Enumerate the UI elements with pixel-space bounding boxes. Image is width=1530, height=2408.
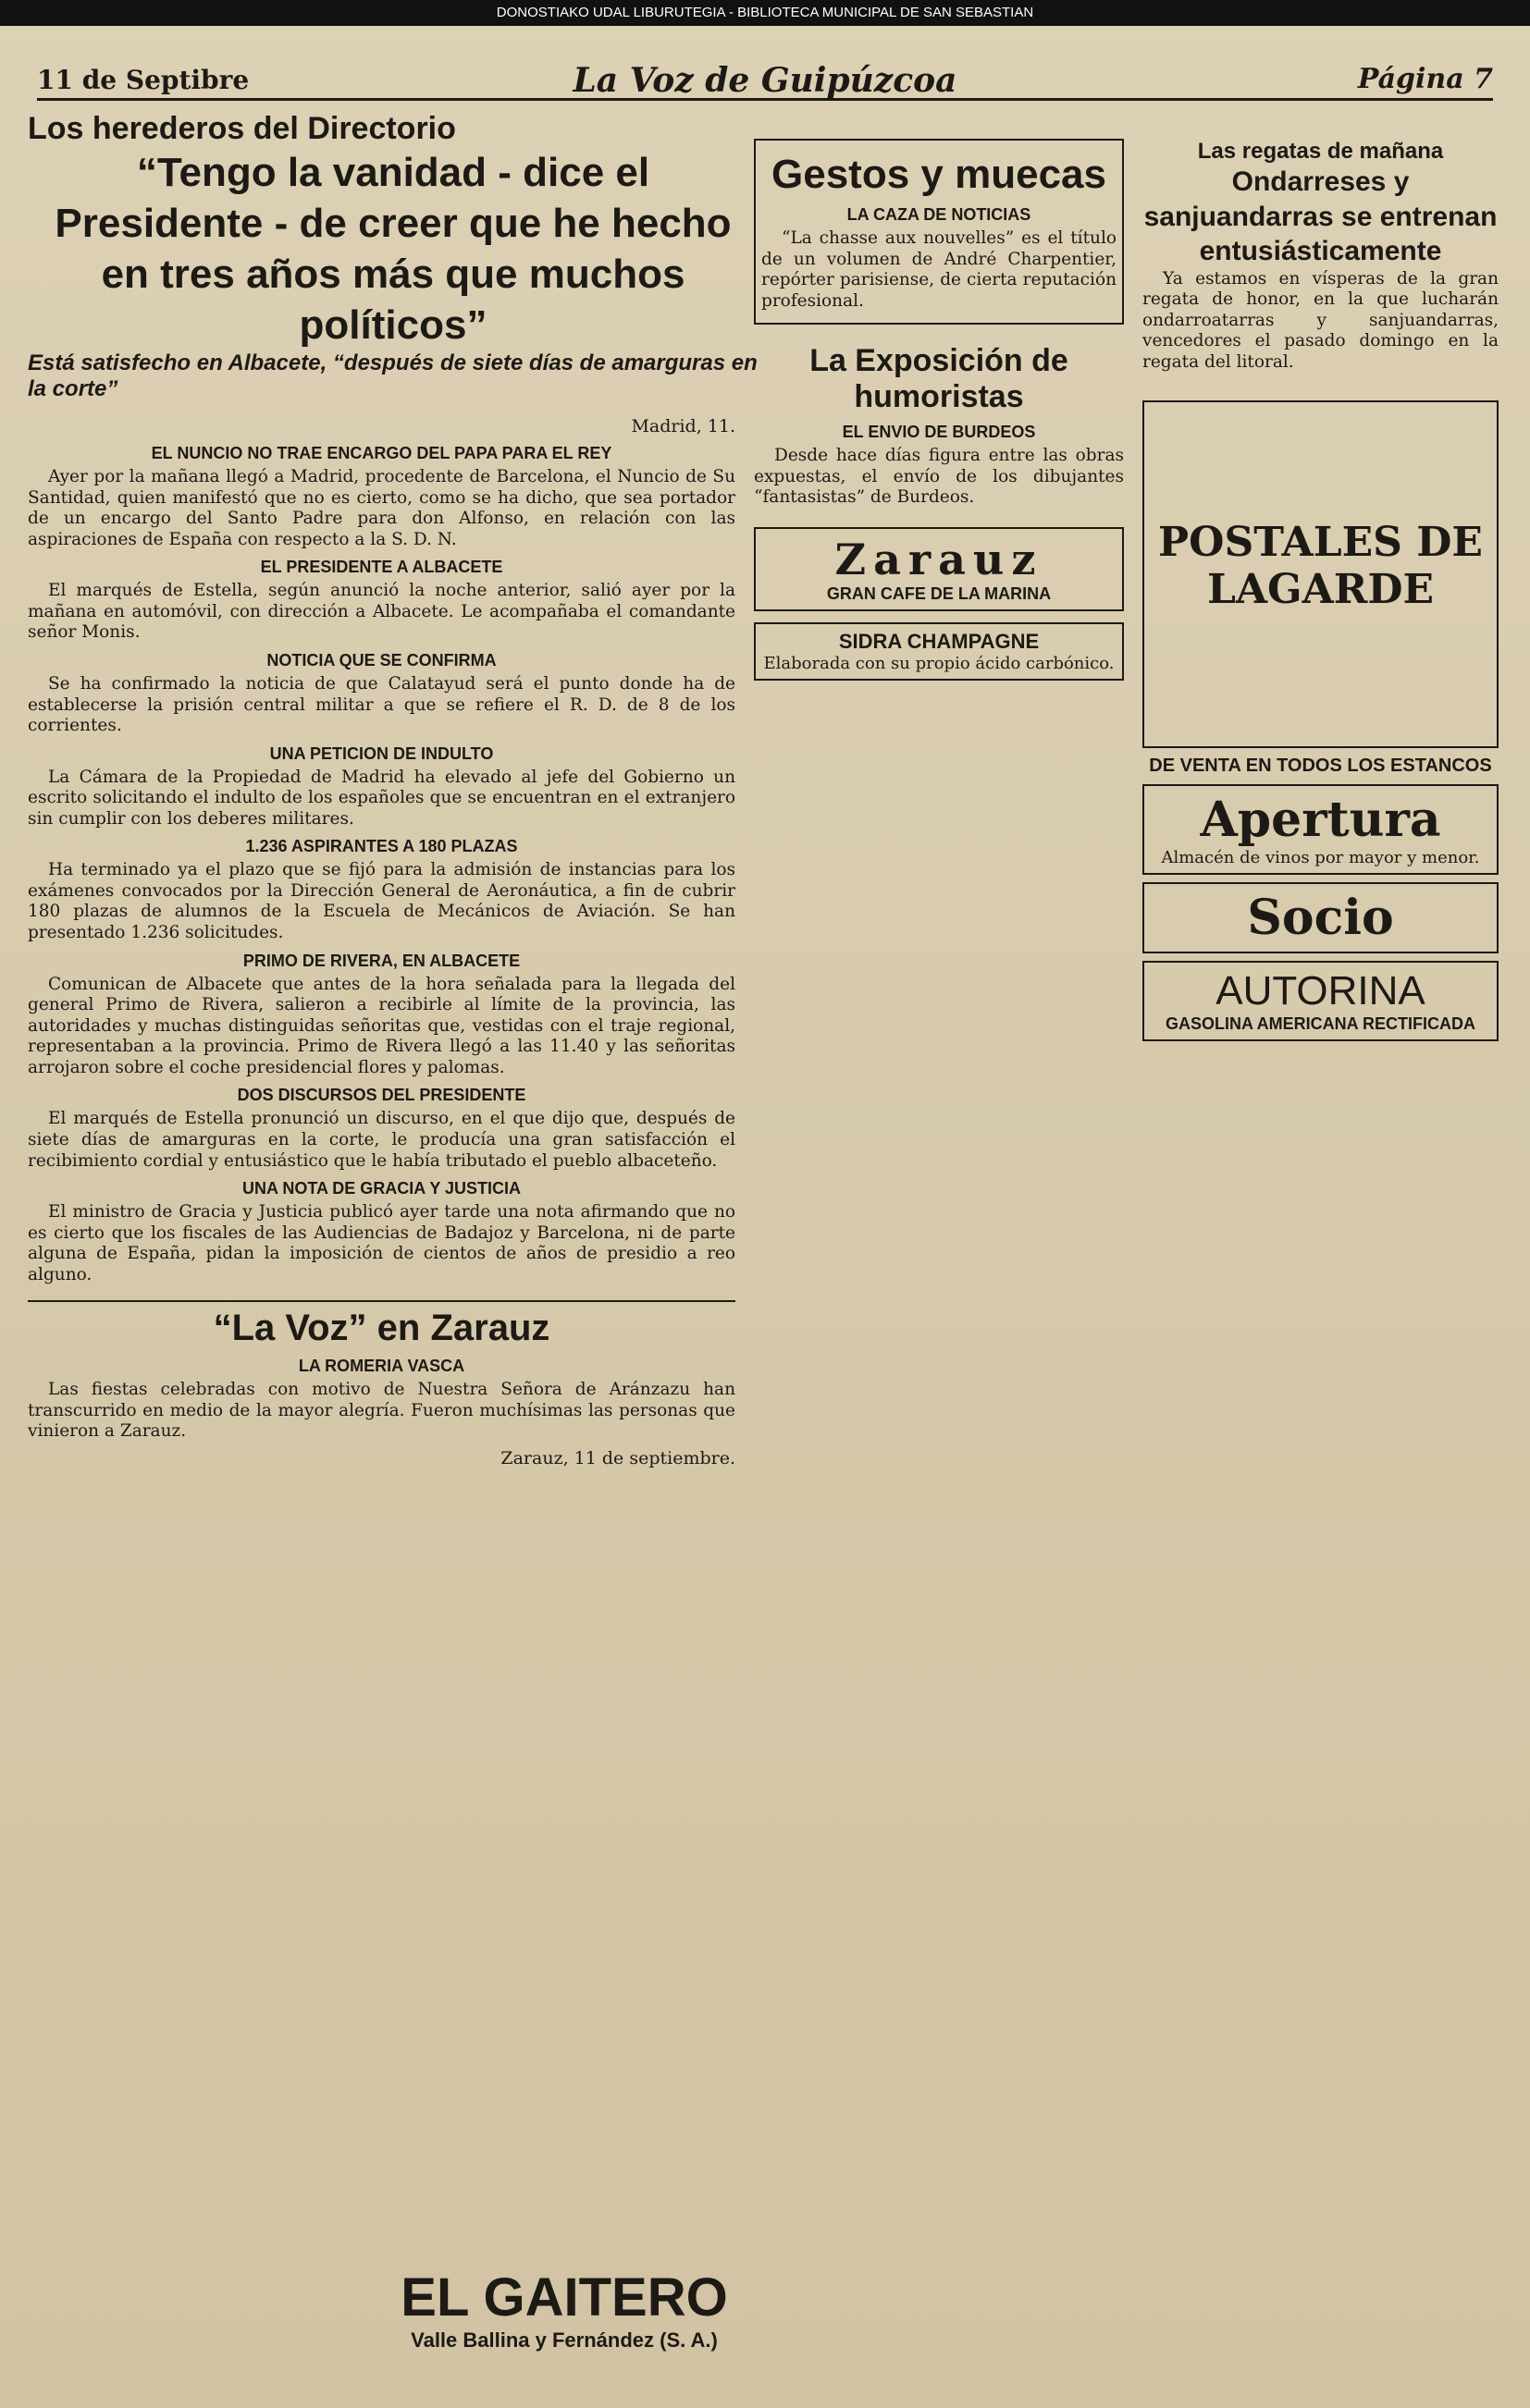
article2-subtitle: LA ROMERIA VASCA: [298, 1357, 465, 1376]
ad-apertura: [1142, 784, 1499, 875]
article2-signoff: Zarauz, 11 de septiembre.: [500, 1448, 735, 1468]
section-text: El ministro de Gracia y Justicia publicó ayer tarde una nota afirmando que no es cierto que los fiscales de las Audiencias de Badajoz y Barcelona, ni de parte alguna de España, pidan la imposición de cientos de años de presidio a reo alguno.: [28, 1202, 735, 1284]
article3-title: Gestos y muecas: [771, 152, 1106, 197]
article1-subhead: Está satisfecho en Albacete, “después de siete días de amarguras en la corte”: [28, 350, 758, 401]
section-text: La Cámara de la Propiedad de Madrid ha elevado al jefe del Gobierno un escrito solicitando el indulto de los españoles que se encuentran en el extranjero sin cumplir con los deberes militares.: [28, 767, 735, 829]
masthead-paper: La Voz de Guipúzcoa: [573, 61, 957, 100]
section-heading: NOTICIA QUE SE CONFIRMA: [266, 650, 497, 670]
article2-text: Las fiestas celebradas con motivo de Nuestra Señora de Aránzazu han transcurrido en medio de la mayor alegría. Fueron muchísimas las personas que vinieron a Zarauz.: [28, 1380, 735, 1442]
masthead-date: 11 de Septibre: [37, 65, 250, 95]
section-heading: UNA NOTA DE GRACIA Y JUSTICIA: [241, 1179, 522, 1198]
article4-subtitle: EL ENVIO DE BURDEOS: [842, 423, 1036, 442]
ad-zarauz-sub: GRAN CAFE DE LA MARINA: [826, 584, 1052, 603]
ad-sidra: [754, 622, 1124, 681]
right-column: [1142, 139, 1499, 2380]
library-banner: DONOSTIAKO UDAL LIBURUTEGIA - BIBLIOTECA MUNICIPAL DE SAN SEBASTIAN: [0, 0, 1530, 26]
section-heading: 1.236 ASPIRANTES A 180 PLAZAS: [245, 837, 518, 856]
ad-sidra-text: Elaborada con su propio ácido carbónico.: [763, 653, 1115, 673]
section-text: El marqués de Estella, según anunció la noche anterior, salió ayer por la mañana en automóvil, con dirección a Albacete. Le acompañaba el comandante señor Monis.: [28, 581, 735, 643]
section-text: El marqués de Estella pronunció un discurso, en el que dijo que, después de siete días de amarguras en la corte, le producía una gran satisfacción el recibimiento cordial y entusiástico que le había tributado el pueblo albaceteño.: [28, 1109, 735, 1171]
ad-zarauz-title: Zarauz: [834, 534, 1043, 584]
masthead: [37, 59, 1493, 101]
article4: [754, 343, 1124, 509]
article1-headline: “Tengo la vanidad - dice el Presidente - de creer que he hecho en tres años más que muchos políticos”: [55, 150, 732, 348]
ad-socio: [1142, 882, 1499, 953]
ad-postales-title: POSTALES DE LAGARDE: [1158, 519, 1483, 614]
article3-subtitle: LA CAZA DE NOTICIAS: [846, 205, 1031, 224]
center-column: [754, 139, 1124, 2380]
ad-apertura-title: Apertura: [1200, 792, 1441, 849]
ad-autorina-sub: GASOLINA AMERICANA RECTIFICADA: [1166, 1014, 1475, 1034]
ad-sidra-title: SIDRA CHAMPAGNE: [838, 629, 1040, 653]
ad-gaitero: [389, 2267, 740, 2353]
article5-headline: Ondarreses y sanjuandarras se entrenan entusiásticamente: [1143, 166, 1498, 266]
article1-body: [28, 416, 735, 2380]
ad-gaitero-title: EL GAITERO: [401, 2267, 728, 2328]
section-heading: UNA PETICION DE INDULTO: [269, 743, 494, 763]
ad-autorina-title: AUTORINA: [1215, 968, 1425, 1014]
article1-dateline: Madrid, 11.: [631, 416, 735, 436]
section-text: Comunican de Albacete que antes de la hora señalada para la llegada del general Primo de Rivera, salieron a recibirle al límite de la provincia, las autoridades y muchas distinguidas señoritas que, vestidas con el traje regional, representaban a la provincia. Primo de Rivera llegó a las 11.40 y las señoritas arrojaron sobre el coche presidencial flores y palomas.: [28, 974, 735, 1077]
section-text: Se ha confirmado la noticia de que Calatayud será el punto donde ha de establecerse la prisión central militar a que se refiere el R. D. de 8 de los corrientes.: [28, 673, 735, 736]
section-heading: EL PRESIDENTE A ALBACETE: [260, 558, 503, 577]
section-heading: EL NUNCIO NO TRAE ENCARGO DEL PAPA PARA EL REY: [151, 444, 612, 462]
ad-estancos: DE VENTA EN TODOS LOS ESTANCOS: [1149, 756, 1492, 777]
article3-text: “La chasse aux nouvelles” es el título de un volumen de André Charpentier, repórter parisiense, de cierta reputación profesional.: [761, 228, 1117, 311]
article1-kicker: Los herederos del Directorio: [28, 111, 456, 146]
section-text: Ha terminado ya el plazo que se fijó para la admisión de instancias para los exámenes convocados por la Dirección General de Aeronáutica, a fin de cubrir 180 plazas de alumnos de la Escuela de Mecánicos de Aviación. Se han presentado 1.236 solicitudes.: [28, 860, 735, 942]
ad-postales: [1142, 400, 1499, 748]
article2-title: “La Voz” en Zarauz: [213, 1308, 550, 1349]
article5-kicker: Las regatas de mañana: [1197, 139, 1444, 164]
article5-text: Ya estamos en vísperas de la gran regata de honor, en la que lucharán ondarroatarras y sanjuandarras, vencedores el pasado domingo en la regata del litoral.: [1142, 268, 1499, 372]
masthead-page: Página 7: [1357, 63, 1493, 95]
ad-zarauz: [754, 527, 1124, 611]
article1-heading: [28, 111, 759, 402]
article3: [754, 139, 1124, 325]
section-heading: DOS DISCURSOS DEL PRESIDENTE: [237, 1086, 526, 1105]
article4-title: La Exposición de humoristas: [809, 343, 1068, 415]
section-text: Ayer por la mañana llegó a Madrid, procedente de Barcelona, el Nuncio de Su Santidad, quien manifestó que no es cierto, como se ha dicho, que sea portador de un encargo del Santo Padre para don Alfonso, en relación con las aspiraciones de España con respecto a la S. D. N.: [28, 467, 735, 549]
ad-apertura-text: Almacén de vinos por mayor y menor.: [1161, 848, 1480, 868]
ad-autorina: [1142, 961, 1499, 1041]
ad-gaitero-sub: Valle Ballina y Fernández (S. A.): [411, 2328, 718, 2352]
article2: [28, 1300, 735, 1468]
article4-text: Desde hace días figura entre las obras expuestas, el envío de los dibujantes “fantasistas” de Burdeos.: [754, 446, 1124, 508]
ad-socio-title: Socio: [1247, 890, 1394, 947]
section-heading: PRIMO DE RIVERA, EN ALBACETE: [242, 951, 521, 970]
